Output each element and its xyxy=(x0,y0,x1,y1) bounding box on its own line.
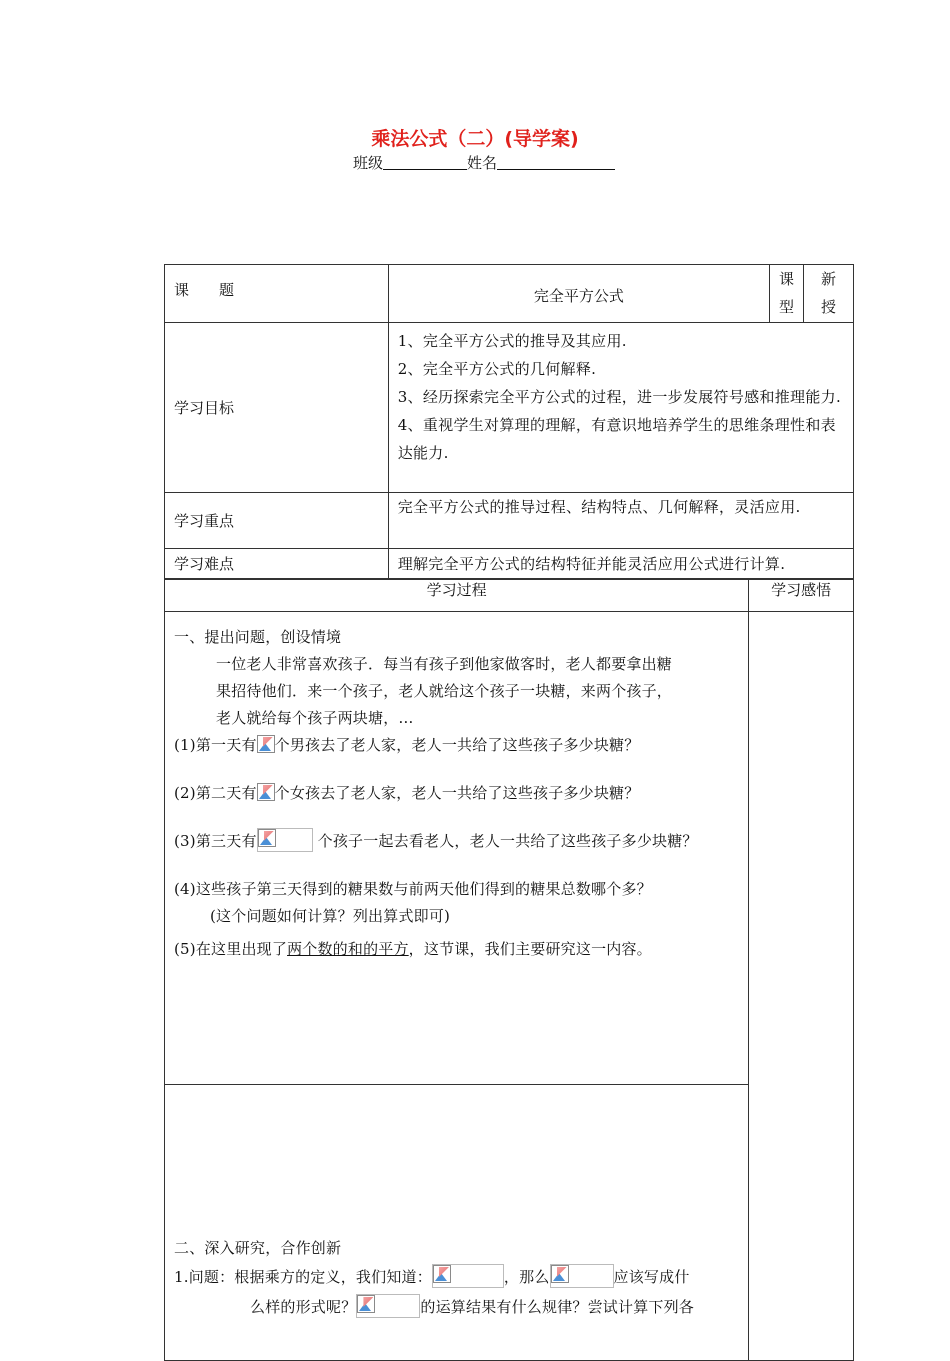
question-5-start: (5)在这里出现了 xyxy=(174,940,288,958)
section-2-content xyxy=(165,1085,749,1361)
goals-row xyxy=(165,323,854,493)
learning-process-table xyxy=(164,579,854,1361)
question-4: (4)这些孩子第三天得到的糖果数与前两天他们得到的糖果总数哪个多？ xyxy=(174,880,652,898)
reflection-column-header: 学习感悟 xyxy=(749,580,854,612)
key-row xyxy=(165,493,854,549)
formula-image-icon xyxy=(257,783,275,801)
story-line: 一位老人非常喜欢孩子．每当有孩子到他家做客时，老人都要拿出糖 xyxy=(216,655,673,673)
question-3-end: 个孩子一起去看老人，老人一共给了这些孩子多少块糖？ xyxy=(317,832,698,850)
goal-item: 3、经历探索完全平方公式的过程，进一步发展符号感和推理能力. xyxy=(397,388,842,406)
problem-1-continued xyxy=(174,1292,740,1322)
formula-image-icon xyxy=(551,1265,569,1283)
section-1-title: 一、提出问题，创设情境 xyxy=(174,628,342,646)
student-info-line xyxy=(353,152,615,173)
type-label-char: 型 xyxy=(779,298,795,316)
question-2-end: 个女孩去了老人家，老人一共给了这些孩子多少块糖？ xyxy=(274,784,640,802)
formula-image-icon xyxy=(258,829,276,847)
formula-image-box xyxy=(432,1264,504,1288)
question-1-end: 个男孩去了老人家，老人一共给了这些孩子多少块糖？ xyxy=(274,736,640,754)
formula-image-box xyxy=(356,1294,420,1318)
goal-item: 1、完全平方公式的推导及其应用. xyxy=(397,332,627,350)
formula-image-icon xyxy=(357,1295,375,1313)
name-label: 姓名 xyxy=(467,154,498,172)
question-3 xyxy=(174,828,740,855)
formula-image-icon xyxy=(257,735,275,753)
formula-image-icon xyxy=(433,1265,451,1283)
question-1-start: (1)第一天有 xyxy=(174,736,257,754)
reflection-notes-cell[interactable] xyxy=(749,612,854,1361)
formula-image-box xyxy=(550,1264,614,1288)
question-2 xyxy=(174,780,740,807)
difficulty-value: 理解完全平方公式的结构特征并能灵活应用公式进行计算. xyxy=(388,549,853,579)
problem-1-start: 1.问题：根据乘方的定义，我们知道： xyxy=(174,1268,432,1286)
process-header-row xyxy=(165,580,854,612)
topic-row xyxy=(165,265,854,323)
story-line: 果招待他们．来一个孩子，老人就给这个孩子一块糖，来两个孩子， xyxy=(216,682,673,700)
story-line: 老人就给每个孩子两块塘，… xyxy=(216,709,414,727)
goals-label: 学习目标 xyxy=(165,323,389,493)
question-4-note: (这个问题如何计算？列出算式即可) xyxy=(210,907,451,925)
type-value-char: 授 xyxy=(821,298,837,316)
type-value xyxy=(804,265,854,323)
class-blank[interactable] xyxy=(383,154,467,170)
type-label-char: 课 xyxy=(779,270,795,288)
process-section-1 xyxy=(165,612,854,1085)
problem-2-end: 的运算结果有什么规律？尝试计算下列各 xyxy=(420,1298,695,1316)
difficulty-label: 学习难点 xyxy=(165,549,389,579)
lesson-info-table xyxy=(164,264,854,579)
key-value: 完全平方公式的推导过程、结构特点、几何解释，灵活应用. xyxy=(388,493,853,549)
goal-item: 2、完全平方公式的几何解释. xyxy=(397,360,597,378)
key-label: 学习重点 xyxy=(165,493,389,549)
formula-image-box xyxy=(257,828,313,852)
problem-2-start: 么样的形式呢？ xyxy=(250,1298,357,1316)
problem-1-middle: ，那么 xyxy=(503,1268,550,1286)
question-5-end: ，这节课，我们主要研究这一内容。 xyxy=(408,940,652,958)
topic-value: 完全平方公式 xyxy=(388,265,769,323)
question-5 xyxy=(174,936,740,963)
question-5-underlined: 两个数的和的平方 xyxy=(287,940,409,958)
question-1 xyxy=(174,732,740,759)
section-2-title: 二、深入研究，合作创新 xyxy=(174,1239,342,1257)
section-1-content xyxy=(165,612,749,1085)
question-2-start: (2)第二天有 xyxy=(174,784,257,802)
process-column-header: 学习过程 xyxy=(165,580,749,612)
question-3-start: (3)第三天有 xyxy=(174,832,257,850)
goal-item: 4、重视学生对算理的理解，有意识地培养学生的思维条理性和表达能力. xyxy=(397,416,836,462)
problem-1-end: 应该写成什 xyxy=(613,1268,690,1286)
difficulty-row xyxy=(165,549,854,579)
type-value-char: 新 xyxy=(821,270,837,288)
topic-label: 课 题 xyxy=(165,265,389,323)
goals-list xyxy=(388,323,853,493)
problem-1-line xyxy=(174,1262,740,1292)
name-blank[interactable] xyxy=(497,154,615,170)
page-title: 乘法公式（二）(导学案) xyxy=(371,128,579,150)
type-label xyxy=(770,265,804,323)
class-label: 班级 xyxy=(353,154,384,172)
